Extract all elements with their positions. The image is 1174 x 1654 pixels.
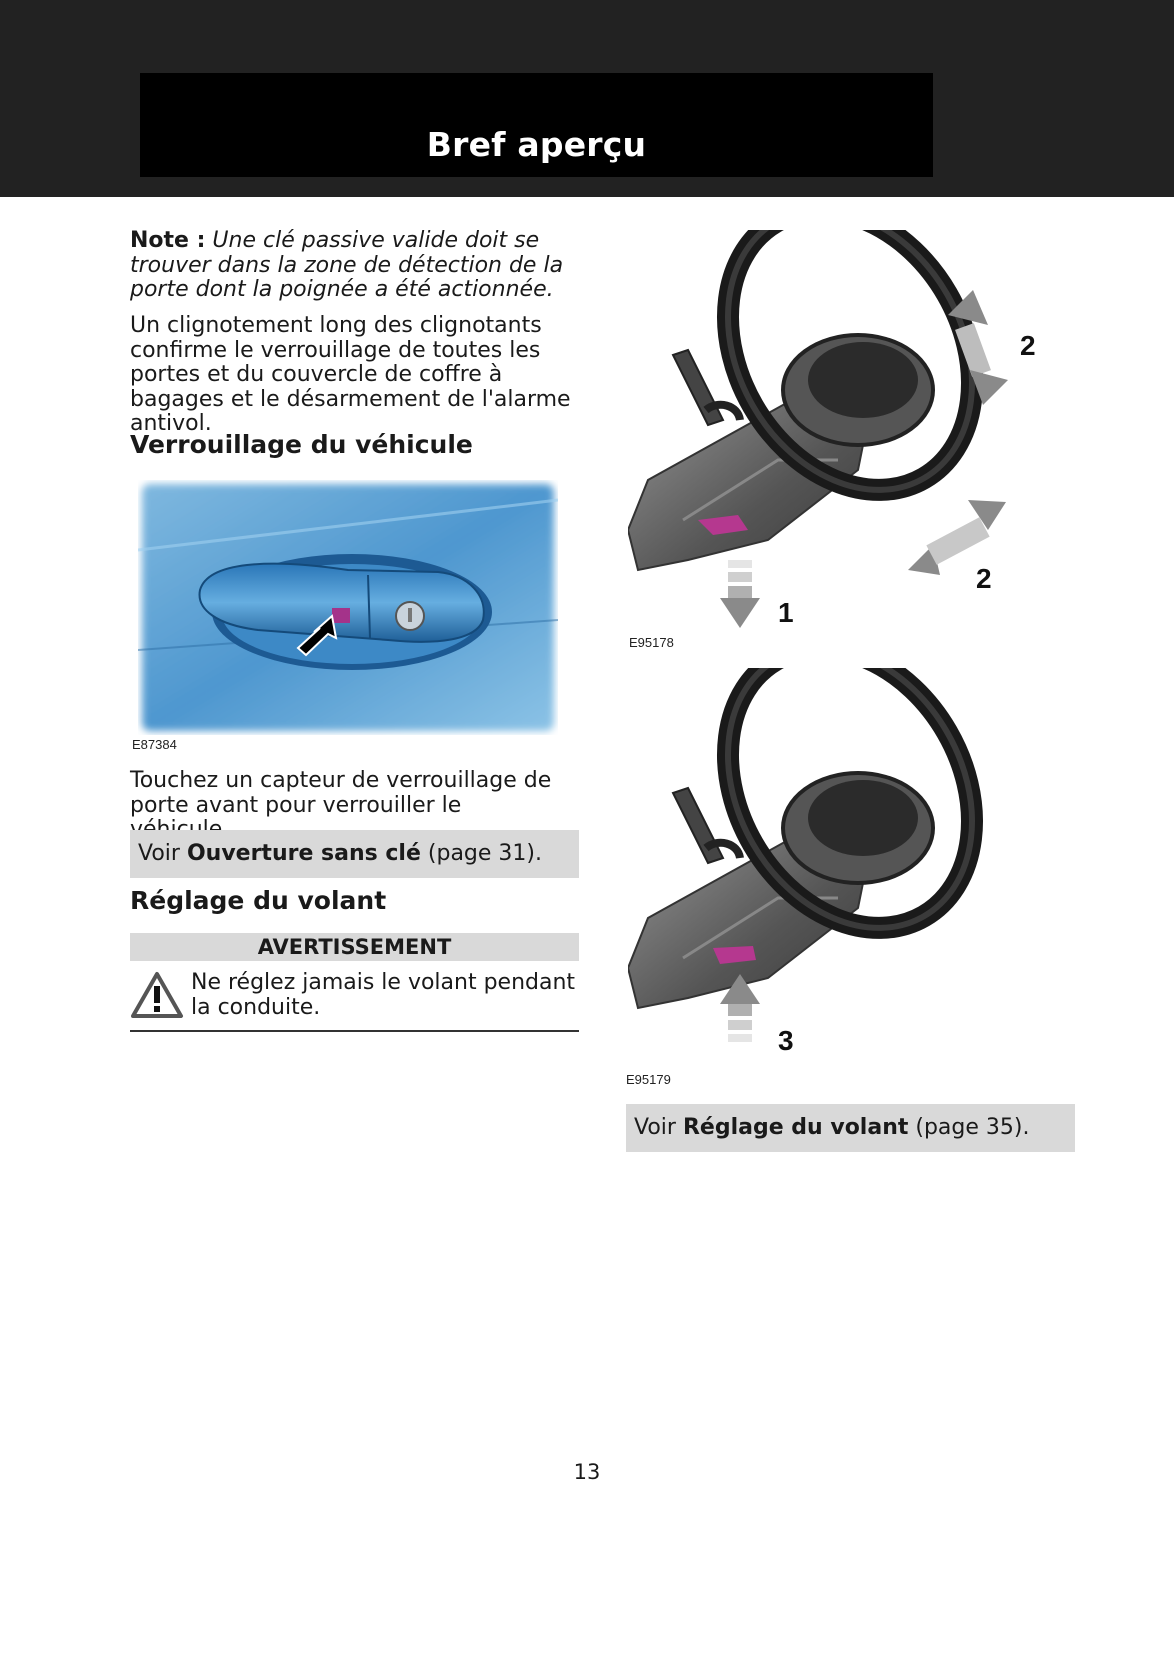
label-2-reach: 2 <box>976 563 992 594</box>
link-keyless[interactable]: Ouverture sans clé <box>186 841 421 866</box>
title-bar <box>140 73 933 177</box>
warning-title: AVERTISSEMENT <box>130 933 579 961</box>
page-number: 13 <box>573 1460 601 1484</box>
figure-code: E95178 <box>629 635 674 650</box>
paragraph-touch: Touchez un capteur de verrouillage de porte avant pour verrouiller le <box>130 768 552 818</box>
steering-lock-figure <box>628 668 1058 1078</box>
note-text: Une clé passive valide doit se trouver dans la zone de détection de la porte dont la poignée a été actionnée. <box>130 228 564 302</box>
figure-code: E95179 <box>626 1072 671 1087</box>
warning-icon <box>130 970 184 1020</box>
note-label: Note : <box>130 228 206 253</box>
paragraph-confirm: Un clignotement long des clignotants confirme le verrouillage de toutes les portes et du couvercle de coffre à bagages et le désarmement de l'alarme antivol. <box>130 313 571 436</box>
link-steering[interactable]: Réglage du volant <box>682 1115 909 1140</box>
see-suffix: (page 35). <box>908 1115 1030 1140</box>
heading-lock: Verrouillage du véhicule <box>130 430 473 459</box>
note-paragraph <box>130 229 590 303</box>
heading-steering: Réglage du volant <box>130 886 387 915</box>
label-1-lever: 1 <box>778 597 794 628</box>
see-suffix: (page 31). <box>420 841 542 866</box>
label-3-lever: 3 <box>778 1025 794 1056</box>
see-box-steering <box>626 1104 1075 1152</box>
page-title: Bref aperçu <box>426 125 647 164</box>
warning-text: Ne réglez jamais le volant pendant la conduite. <box>191 970 576 1020</box>
see-prefix: Voir <box>634 1115 683 1140</box>
figure-code: E87384 <box>132 737 177 752</box>
see-box-keyless <box>130 830 579 878</box>
door-handle-figure <box>138 480 558 735</box>
steering-adjust-figure <box>628 230 1058 650</box>
warning-divider <box>130 1030 579 1032</box>
see-prefix: Voir <box>138 841 187 866</box>
lock-sensor <box>332 608 350 623</box>
label-2-tilt: 2 <box>1020 330 1036 361</box>
